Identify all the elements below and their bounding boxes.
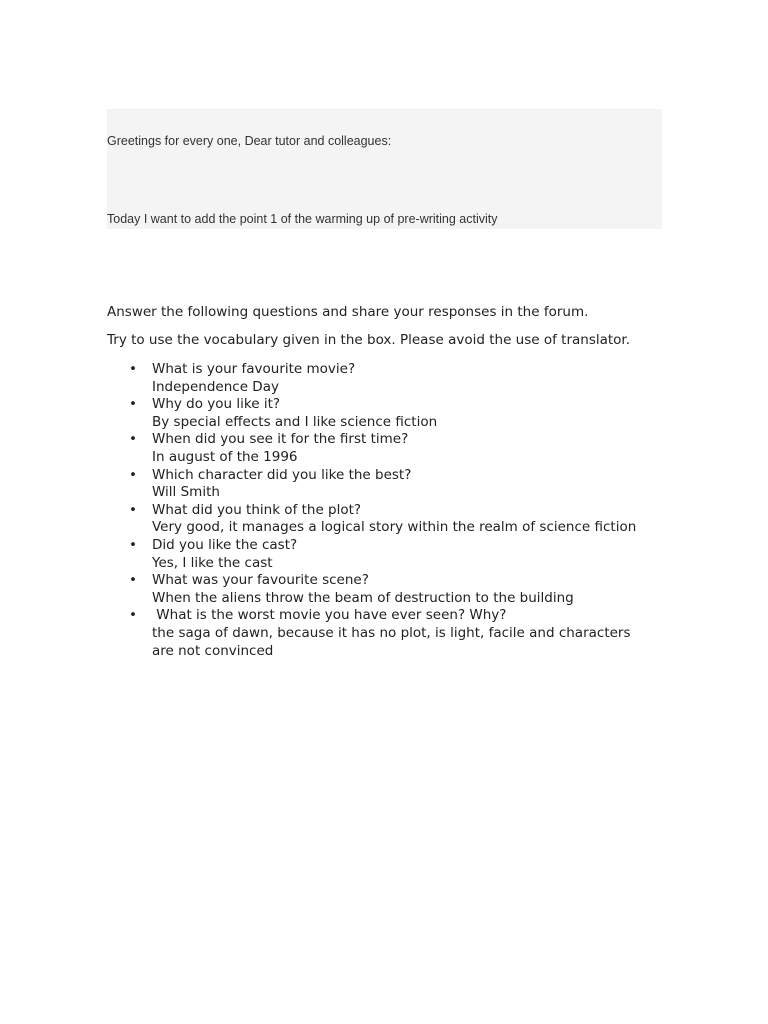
bullet-icon: • <box>129 501 137 518</box>
answer: Independence Day <box>152 378 279 395</box>
instruction-line-1: Answer the following questions and share your responses in the forum. <box>107 304 589 320</box>
question: What did you think of the plot? <box>152 501 362 518</box>
list-item <box>107 572 667 607</box>
greeting-box <box>107 109 662 229</box>
list-item <box>107 537 667 572</box>
list-item <box>107 396 667 431</box>
list-item <box>107 431 667 466</box>
answer: Very good, it manages a logical story within the realm of science fiction <box>152 519 637 536</box>
bullet-icon: • <box>129 536 137 553</box>
bullet-icon: • <box>129 396 137 413</box>
answer: the saga of dawn, because it has no plot, is light, facile and characters are not convinced <box>152 624 631 659</box>
question: Did you like the cast? <box>152 536 298 553</box>
question: Why do you like it? <box>152 396 281 413</box>
answer: Will Smith <box>152 484 220 501</box>
bullet-icon: • <box>129 607 137 624</box>
list-item <box>107 502 667 537</box>
question: What was your favourite scene? <box>152 572 369 589</box>
question: What is your favourite movie? <box>152 361 356 377</box>
question-list <box>107 361 667 660</box>
list-item <box>107 361 667 396</box>
answer: In august of the 1996 <box>152 448 298 465</box>
bullet-icon: • <box>129 572 137 589</box>
list-item <box>107 607 667 660</box>
bullet-icon: • <box>129 361 137 377</box>
question: What is the worst movie you have ever seen? Why? <box>152 607 507 624</box>
list-item <box>107 467 667 502</box>
question: When did you see it for the first time? <box>152 431 409 448</box>
answer: By special effects and I like science fiction <box>152 413 438 430</box>
bullet-icon: • <box>129 466 137 483</box>
answer: Yes, I like the cast <box>152 554 273 571</box>
intro-line: Today I want to add the point 1 of the warming up of pre-writing activity <box>107 212 498 226</box>
answer: When the aliens throw the beam of destruction to the building <box>152 589 574 606</box>
question: Which character did you like the best? <box>152 466 412 483</box>
instruction-line-2: Try to use the vocabulary given in the box. Please avoid the use of translator. <box>107 332 631 348</box>
bullet-icon: • <box>129 431 137 448</box>
greeting-line: Greetings for every one, Dear tutor and colleagues: <box>107 134 392 148</box>
